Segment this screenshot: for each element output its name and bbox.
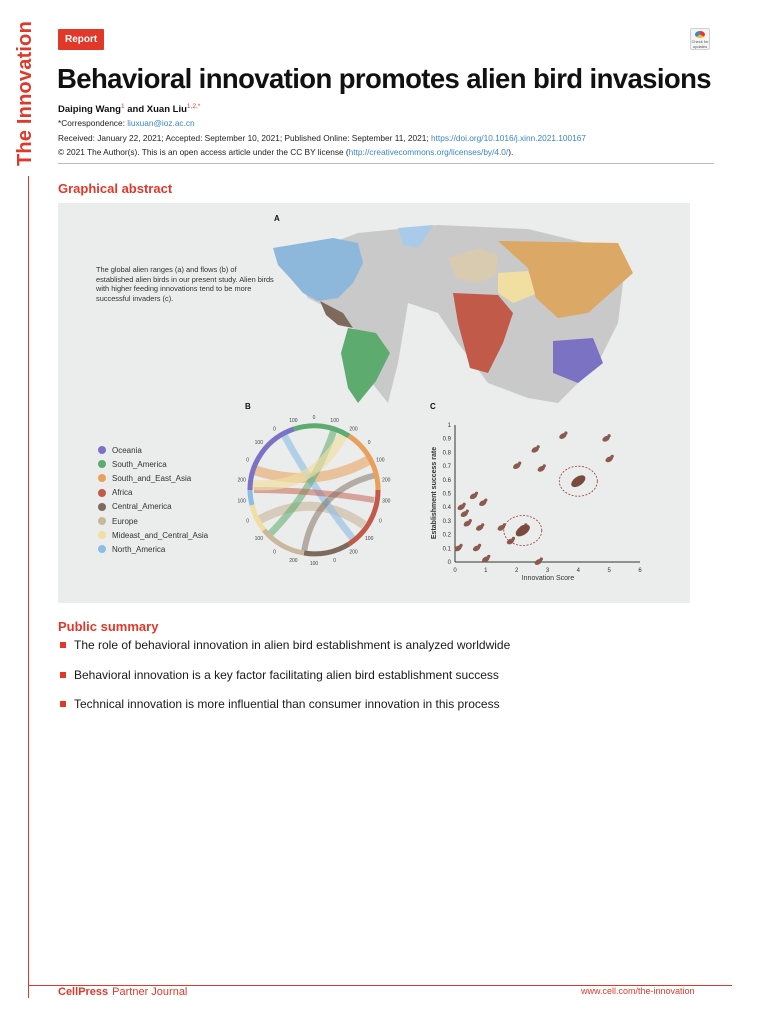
x-tick-label: 1 <box>484 568 488 574</box>
chord-tick-label: 0 <box>312 415 316 421</box>
partner-journal-label: Partner Journal <box>112 986 188 998</box>
panel-b-label: B <box>245 402 251 411</box>
legend-item <box>98 443 208 457</box>
y-axis-title: Establishment success rate <box>431 446 438 540</box>
y-tick-label: 0.8 <box>442 450 451 457</box>
cellpress-logo-part2: Press <box>78 986 109 998</box>
y-tick-label: 0.7 <box>442 464 451 471</box>
chord-tick-label: 100 <box>237 498 246 505</box>
crossmark-icon <box>695 31 705 38</box>
article-title: Behavioral innovation promotes alien bird invasions <box>57 63 711 94</box>
journal-url-link[interactable]: www.cell.com/the-innovation <box>581 986 695 996</box>
header-divider <box>58 163 714 164</box>
scatter-plot <box>431 423 642 582</box>
legend-item <box>98 528 208 542</box>
summary-item <box>58 668 718 698</box>
legend-label: Africa <box>112 488 133 498</box>
chord-tick-label: 100 <box>365 535 374 542</box>
footer-publisher <box>58 986 187 998</box>
chord-tick-label: 0 <box>246 457 249 464</box>
legend-item <box>98 486 208 500</box>
bird-data-point <box>460 510 469 519</box>
legend-item <box>98 471 208 485</box>
bird-data-point <box>506 537 515 546</box>
y-tick-label: 1 <box>447 423 451 429</box>
chord-tick-label: 0 <box>273 426 276 433</box>
dates-text: Received: January 22, 2021; Accepted: September 10, 2021; Published Online: September 11, 2021; <box>58 133 431 143</box>
y-tick-label: 0 <box>447 560 451 566</box>
journal-side-title <box>14 20 38 170</box>
x-tick-label: 4 <box>576 568 580 574</box>
side-rule <box>28 176 29 998</box>
summary-text: The role of behavioral innovation in alien bird establishment is analyzed worldwide <box>74 638 511 652</box>
legend-swatch <box>98 531 106 539</box>
x-tick-label: 3 <box>545 568 550 574</box>
chord-tick-label: 100 <box>376 457 385 464</box>
x-tick-label: 2 <box>515 568 519 574</box>
panel-c-label: C <box>430 402 436 411</box>
y-tick-label: 0.2 <box>442 532 451 539</box>
chord-tick-label: 200 <box>289 558 298 564</box>
journal-name: The Innovation <box>14 20 36 166</box>
legend-item <box>98 457 208 471</box>
legend-label: Oceania <box>112 445 142 455</box>
legend-swatch <box>98 489 106 497</box>
legend-label: Mideast_and_Central_Asia <box>112 530 209 540</box>
author-name[interactable]: Xuan Liu <box>146 104 187 116</box>
legend-swatch <box>98 446 106 454</box>
author-affiliation: 1 <box>120 103 125 110</box>
bullet-icon <box>60 642 66 648</box>
graphical-abstract-heading: Graphical abstract <box>58 181 173 196</box>
legend-swatch <box>98 474 106 482</box>
bullet-icon <box>60 672 66 678</box>
summary-text: Technical innovation is more influential than consumer innovation in this process <box>74 697 500 711</box>
crossmark-label: Check for updates <box>691 39 709 49</box>
chord-tick-label: 300 <box>382 498 391 505</box>
y-tick-label: 0.5 <box>442 491 451 498</box>
bird-data-point <box>472 544 481 553</box>
correspondence-prefix: *Correspondence: <box>58 118 128 128</box>
chord-diagram <box>238 415 391 567</box>
crossmark-button[interactable] <box>690 28 710 50</box>
chord-tick-label: 0 <box>367 440 371 447</box>
chord-tick-label: 200 <box>382 477 391 484</box>
legend-swatch <box>98 460 106 468</box>
author-name[interactable]: Daiping Wang <box>58 104 121 116</box>
bird-data-point <box>512 462 521 471</box>
bird-data-point <box>456 503 465 512</box>
author-list <box>58 103 200 115</box>
highlighted-bird-point <box>569 473 587 490</box>
summary-item <box>58 638 718 668</box>
legend-swatch <box>98 503 106 511</box>
bird-data-point <box>478 499 487 508</box>
public-summary-heading: Public summary <box>58 619 159 634</box>
legend-label: South_and_East_Asia <box>112 473 192 483</box>
publication-dates <box>58 133 586 143</box>
legend-label: Central_America <box>112 502 172 512</box>
legend-label: South_America <box>112 459 167 469</box>
chord-arc-europe <box>264 530 304 556</box>
x-tick-label: 6 <box>638 568 642 574</box>
bird-data-point <box>475 523 484 532</box>
summary-item <box>58 697 718 727</box>
legend-label: North_America <box>112 544 166 554</box>
bird-data-point <box>463 519 472 528</box>
license-suffix: ). <box>508 147 514 157</box>
legend-label: Europe <box>112 516 138 526</box>
y-tick-label: 0.4 <box>442 505 451 512</box>
y-tick-label: 0.3 <box>442 518 451 525</box>
author-affiliation: 1,2,* <box>186 103 201 110</box>
chord-tick-label: 100 <box>289 418 298 424</box>
panel-a-label: A <box>274 214 280 223</box>
chord-tick-label: 100 <box>254 440 263 447</box>
legend-item <box>98 542 208 556</box>
bird-data-point <box>558 431 567 440</box>
cellpress-logo[interactable] <box>58 986 108 998</box>
legend-item <box>98 500 208 514</box>
bird-data-point <box>604 455 613 464</box>
author-joiner: and <box>127 104 145 116</box>
bird-data-point <box>601 434 610 443</box>
graphical-abstract-caption: The global alien ranges (a) and flows (b) of established alien birds in our present study. Alien birds with higher feeding innovations tend to be more successful invaders (c). <box>96 265 274 303</box>
chord-tick-label: 100 <box>309 561 319 567</box>
legend-item <box>98 514 208 528</box>
chord-tick-label: 0 <box>333 558 336 564</box>
chord-arc-north-america <box>250 490 252 505</box>
bullet-icon <box>60 701 66 707</box>
chord-tick-label: 0 <box>379 518 382 525</box>
chord-tick-label: 200 <box>349 549 358 556</box>
doi-link[interactable]: https://doi.org/10.1016/j.xinn.2021.100167 <box>431 133 586 143</box>
x-axis-title: Innovation Score <box>521 575 575 582</box>
bird-data-point <box>537 464 546 473</box>
bird-data-point <box>497 523 506 532</box>
article-type-badge: Report <box>58 29 104 50</box>
chord-tick-label: 0 <box>246 518 249 525</box>
license-text: © 2021 The Author(s). This is an open access article under the CC BY license ( <box>58 147 349 157</box>
graphical-abstract-figure <box>58 203 690 603</box>
chord-tick-label: 200 <box>237 477 246 484</box>
y-tick-label: 0.1 <box>442 546 451 553</box>
legend-swatch <box>98 517 106 525</box>
chord-tick-label: 100 <box>254 535 263 542</box>
license-statement <box>58 147 513 157</box>
bird-data-point <box>530 445 539 454</box>
y-tick-label: 0.9 <box>442 436 451 443</box>
chord-legend <box>98 443 208 557</box>
public-summary-list <box>58 638 718 727</box>
x-tick-label: 5 <box>607 568 611 574</box>
correspondence-email-link[interactable]: liuxuan@ioz.ac.cn <box>127 118 195 128</box>
correspondence <box>58 118 195 128</box>
y-tick-label: 0.6 <box>442 477 451 484</box>
x-tick-label: 0 <box>453 568 457 574</box>
bird-data-point <box>469 492 478 501</box>
license-link[interactable]: http://creativecommons.org/licenses/by/4.0/ <box>348 147 509 157</box>
chord-tick-label: 100 <box>330 418 339 424</box>
chord-arc-central-america <box>304 544 349 554</box>
legend-swatch <box>98 545 106 553</box>
chord-tick-label: 200 <box>349 426 358 433</box>
chord-tick-label: 0 <box>273 549 276 556</box>
cellpress-logo-part1: Cell <box>58 986 79 998</box>
highlighted-bird-point <box>514 522 532 539</box>
summary-text: Behavioral innovation is a key factor facilitating alien bird establishment success <box>74 667 499 682</box>
world-map <box>273 225 633 403</box>
